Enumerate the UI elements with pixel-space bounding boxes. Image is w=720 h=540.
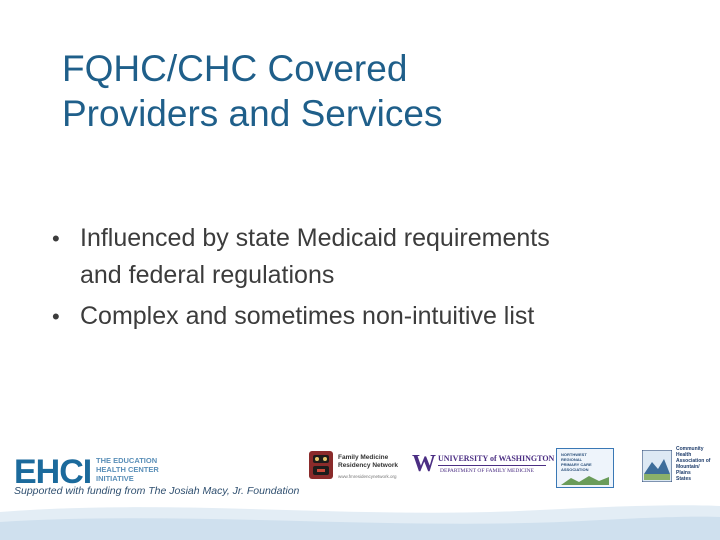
family-medicine-name-line: Residency Network (338, 462, 398, 469)
bullet-marker: • (52, 304, 60, 329)
bullet-item (52, 220, 702, 294)
ehci-subtitle-line: INITIATIVE (96, 474, 134, 483)
nw-association-line: PRIMARY CARE (561, 462, 592, 467)
ehci-subtitle-line: THE EDUCATION (96, 456, 158, 465)
funding-credit: Supported with funding from The Josiah Macy, Jr. Foundation (14, 485, 300, 497)
bullet-text-line: Complex and sometimes non-intuitive list (80, 302, 535, 330)
bullet-text-line: and federal regulations (80, 261, 335, 289)
logo-footer (0, 440, 720, 540)
bullet-marker: • (52, 226, 60, 251)
cha-name-line: States (676, 476, 692, 482)
nw-association-line: NORTHWEST (561, 452, 587, 457)
cha-name-line: Health (676, 452, 692, 458)
cha-name-line: Association of (676, 458, 711, 464)
uw-name: UNIVERSITY of WASHINGTON (438, 454, 555, 463)
slide-title-line: FQHC/CHC Covered (62, 48, 408, 89)
ehci-subtitle-line: HEALTH CENTER (96, 465, 159, 474)
totem-icon (308, 450, 334, 480)
cha-logo (640, 446, 712, 488)
cha-name-line: Mountain/ (676, 464, 700, 470)
ehci-logo-subtitle (96, 456, 216, 483)
family-medicine-url: www.fmresidencynetwork.org (338, 474, 397, 479)
uw-department: DEPARTMENT OF FAMILY MEDICINE (440, 468, 534, 474)
family-medicine-name-line: Family Medicine (338, 454, 389, 461)
uw-logo (412, 451, 555, 482)
uw-w-mark: W (412, 451, 436, 477)
ehci-logo-letters: EHCI (14, 453, 92, 491)
cha-name-line: Plains (676, 470, 691, 476)
uw-divider (438, 465, 546, 466)
slide-title-line: Providers and Services (62, 93, 443, 134)
cha-name (676, 446, 710, 482)
bullet-item (52, 298, 702, 335)
cha-name-line: Community (676, 446, 704, 452)
mountain-icon (642, 450, 672, 482)
family-medicine-logo (308, 450, 408, 484)
slide-title (62, 46, 662, 136)
family-medicine-name (338, 454, 398, 470)
bullet-text-line: Influenced by state Medicaid requirements (80, 224, 550, 252)
nw-association-line: REGIONAL (561, 457, 583, 462)
bullet-list (52, 220, 702, 339)
landscape-icon (561, 475, 609, 485)
nw-association-logo (556, 448, 614, 488)
nw-association-name (561, 452, 592, 472)
nw-association-line: ASSOCIATION (561, 467, 589, 472)
